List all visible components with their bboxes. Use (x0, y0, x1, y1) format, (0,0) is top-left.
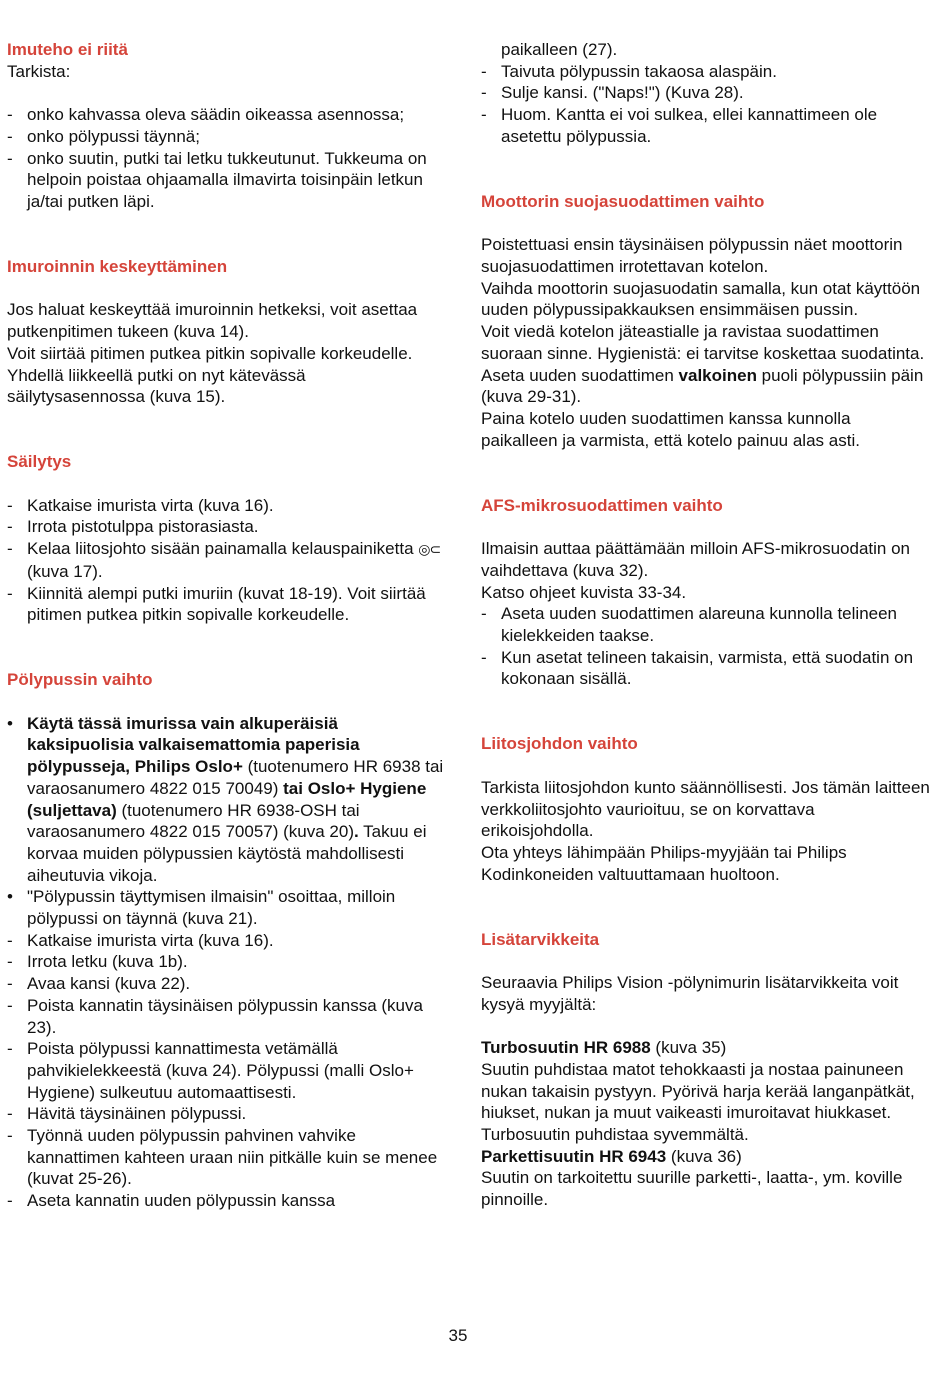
section-title-sailytys: Säilytys (7, 452, 72, 472)
list-item: - Työnnä uuden pölypussin pahvinen vahvike kannattimen kahteen uraan niin pitkälle kuin se menee (kuvat 25-26). (7, 1125, 447, 1190)
list-item: - Aseta kannatin uuden pölypussin kanssa (7, 1190, 447, 1212)
paragraph: Katso ohjeet kuvista 33-34. (481, 582, 687, 602)
storage-list (7, 495, 447, 626)
paragraph: Ilmaisin auttaa päättämään milloin AFS-mikrosuodatin on vaihdettava (kuva 32). (481, 539, 910, 580)
text: (tuotenumero HR 6938-OSH tai varaosanumero 4822 015 70057) (kuva 20) (27, 800, 360, 842)
paragraph: Tarkista liitosjohdon kunto säännöllisesti. Jos tämän laitteen verkkoliitosjohto vaurioituu, se on korvattava erikoisjohdolla. (481, 777, 930, 841)
bullet-list (7, 713, 447, 930)
list-item: - Huom. Kantta ei voi sulkea, ellei kannattimeen ole asetettu pölypussia. (481, 104, 931, 147)
afs-list (481, 603, 931, 690)
bag-steps-list (7, 930, 447, 1212)
section-title-moottorisuodatin: Moottorin suojasuodattimen vaihto (481, 191, 765, 211)
paragraph: Turbosuutin puhdistaa syvemmältä. (481, 1125, 749, 1145)
list-item-text: Kelaa liitosjohto sisään painamalla kelauspainiketta (27, 539, 414, 559)
list-item: - Sulje kansi. ("Naps!") (Kuva 28). (481, 82, 931, 104)
list-item: - Aseta uuden suodattimen alareuna kunnolla telineen kielekkeiden taakse. (481, 603, 931, 646)
list-item: - onko pölypussi täynnä; (7, 126, 447, 148)
paragraph: Jos haluat keskeyttää imuroinnin hetkeksi, voit asettaa putkenpitimen tukeen (kuva 14). (7, 300, 418, 342)
bold-text: Parkettisuutin HR 6943 (481, 1146, 667, 1166)
continued-text: paikalleen (27). (501, 40, 618, 59)
list-item: - Poista pölypussi kannattimesta vetämällä pahvikielekkeestä (kuva 24). Pölypussi (malli Oslo+ Hygiene) sulkeutuu automaattisesti. (7, 1038, 447, 1103)
paragraph (481, 1146, 931, 1168)
list-item: - Irrota pistotulppa pistorasiasta. (7, 516, 447, 538)
list-item: - Katkaise imurista virta (kuva 16). (7, 495, 447, 517)
paragraph: Suutin puhdistaa matot tehokkaasti ja nostaa painuneen nukan takaisin pystyyn. Pyörivä harja kerää langanpätkät, hiukset, nukan ja muut vaikeasti imuroitavat hiukkaset. (481, 1059, 915, 1123)
right-column (481, 39, 931, 1211)
paragraph: Voit siirtää pitimen putkea pitkin sopivalle korkeudelle. (7, 343, 413, 363)
list-item: - Katkaise imurista virta (kuva 16). (7, 930, 447, 952)
paragraph: Tarkista: (7, 61, 71, 81)
text: (kuva 36) (666, 1146, 742, 1166)
cord-reel-icon: ◎⊂ (418, 541, 441, 558)
section-title-keskeyttaminen: Imuroinnin keskeyttäminen (7, 257, 228, 276)
bold-text: Käytä tässä imurissa vain alkuperäisiä kaksipuolisia valkaisemattomia paperisia pölypusseja, Philips Oslo+ (27, 713, 360, 777)
section-title-lisatarvikkeita: Lisätarvikkeita (481, 929, 600, 949)
list-item (7, 538, 447, 582)
check-list (7, 104, 447, 213)
paragraph: Voit viedä kotelon jäteastialle ja ravistaa suodattimen suoraan sinne. Hygienistä: ei tarvitse koskettaa suodatinta. (481, 322, 925, 363)
paragraph: Paina kotelo uuden suodattimen kanssa kunnolla paikalleen ja varmista, että kotelo painuu alas asti. (481, 408, 860, 450)
paragraph: Vaihda moottorin suojasuodatin samalla, kun otat käyttöön uuden pölypussipakkauksen ensimmäisen pussin. (481, 278, 921, 320)
text: (kuva 35) (650, 1038, 727, 1058)
bold-text: . (354, 822, 359, 842)
bag-steps-continued (481, 61, 931, 148)
text: (tuotenumero HR 6938 tai varaosanumero 4822 015 70049) (27, 757, 444, 798)
list-item: - Kiinnitä alempi putki imuriin (kuvat 18-19). Voit siirtää pitimen putkea pitkin sopivalle korkeudelle. (7, 583, 447, 626)
left-column (7, 39, 447, 1212)
page-number: 35 (448, 1326, 468, 1345)
paragraph: Seuraavia Philips Vision -pölynimurin lisätarvikkeita voit kysyä myyjältä: (481, 973, 899, 1014)
list-item: - onko suutin, putki tai letku tukkeutunut. Tukkeuma on helpoin poistaa ohjaamalla ilmavirta toisinpäin letkun ja/tai putken läpi. (7, 148, 447, 213)
bold-text: Turbosuutin HR 6988 (481, 1038, 651, 1058)
section-title-polypussi: Pölypussin vaihto (7, 670, 153, 690)
paragraph (481, 365, 931, 408)
text: Aseta uuden suodattimen (481, 365, 679, 385)
list-item: - Taivuta pölypussin takaosa alaspäin. (481, 61, 931, 83)
list-item: - Kun asetat telineen takaisin, varmista, että suodatin on kokonaan sisällä. (481, 647, 931, 690)
text: puoli pölypussiin päin (kuva 29-31). (481, 365, 924, 407)
bold-text: valkoinen (678, 365, 757, 385)
paragraph: Suutin on tarkoitettu suurille parketti-, laatta-, ym. koville pinnoille. (481, 1168, 903, 1210)
list-item: - onko kahvassa oleva säädin oikeassa asennossa; (7, 104, 447, 126)
list-item: - Irrota letku (kuva 1b). (7, 951, 447, 973)
list-item: - Avaa kansi (kuva 22). (7, 973, 447, 995)
list-item-text: (kuva 17). (27, 561, 103, 581)
section-title-imuteho: Imuteho ei riitä (7, 40, 128, 59)
text: Takuu ei korvaa muiden pölypussien käytöstä mahdollisesti aiheutuvia vikoja. (27, 822, 427, 885)
paragraph: Yhdellä liikkeellä putki on nyt kätevässä säilytysasennossa (kuva 15). (7, 365, 306, 407)
bullet-item (7, 713, 447, 887)
paragraph: Poistettuasi ensin täysinäisen pölypussin näet moottorin suojasuodattimen irrotettavan kotelon. (481, 235, 903, 276)
bold-text: tai Oslo+ Hygiene (suljettava) (27, 778, 427, 820)
list-item: - Poista kannatin täysinäisen pölypussin kanssa (kuva 23). (7, 995, 447, 1038)
list-item: - Hävitä täysinäinen pölypussi. (7, 1103, 447, 1125)
bullet-item: • "Pölypussin täyttymisen ilmaisin" osoittaa, milloin pölypussi on täynnä (kuva 21). (7, 886, 447, 929)
section-title-afs: AFS-mikrosuodattimen vaihto (481, 495, 723, 515)
paragraph (481, 1037, 931, 1059)
paragraph: Ota yhteys lähimpään Philips-myyjään tai Philips Kodinkoneiden valtuuttamaan huoltoon. (481, 842, 847, 884)
section-title-liitosjohto: Liitosjohdon vaihto (481, 734, 638, 754)
